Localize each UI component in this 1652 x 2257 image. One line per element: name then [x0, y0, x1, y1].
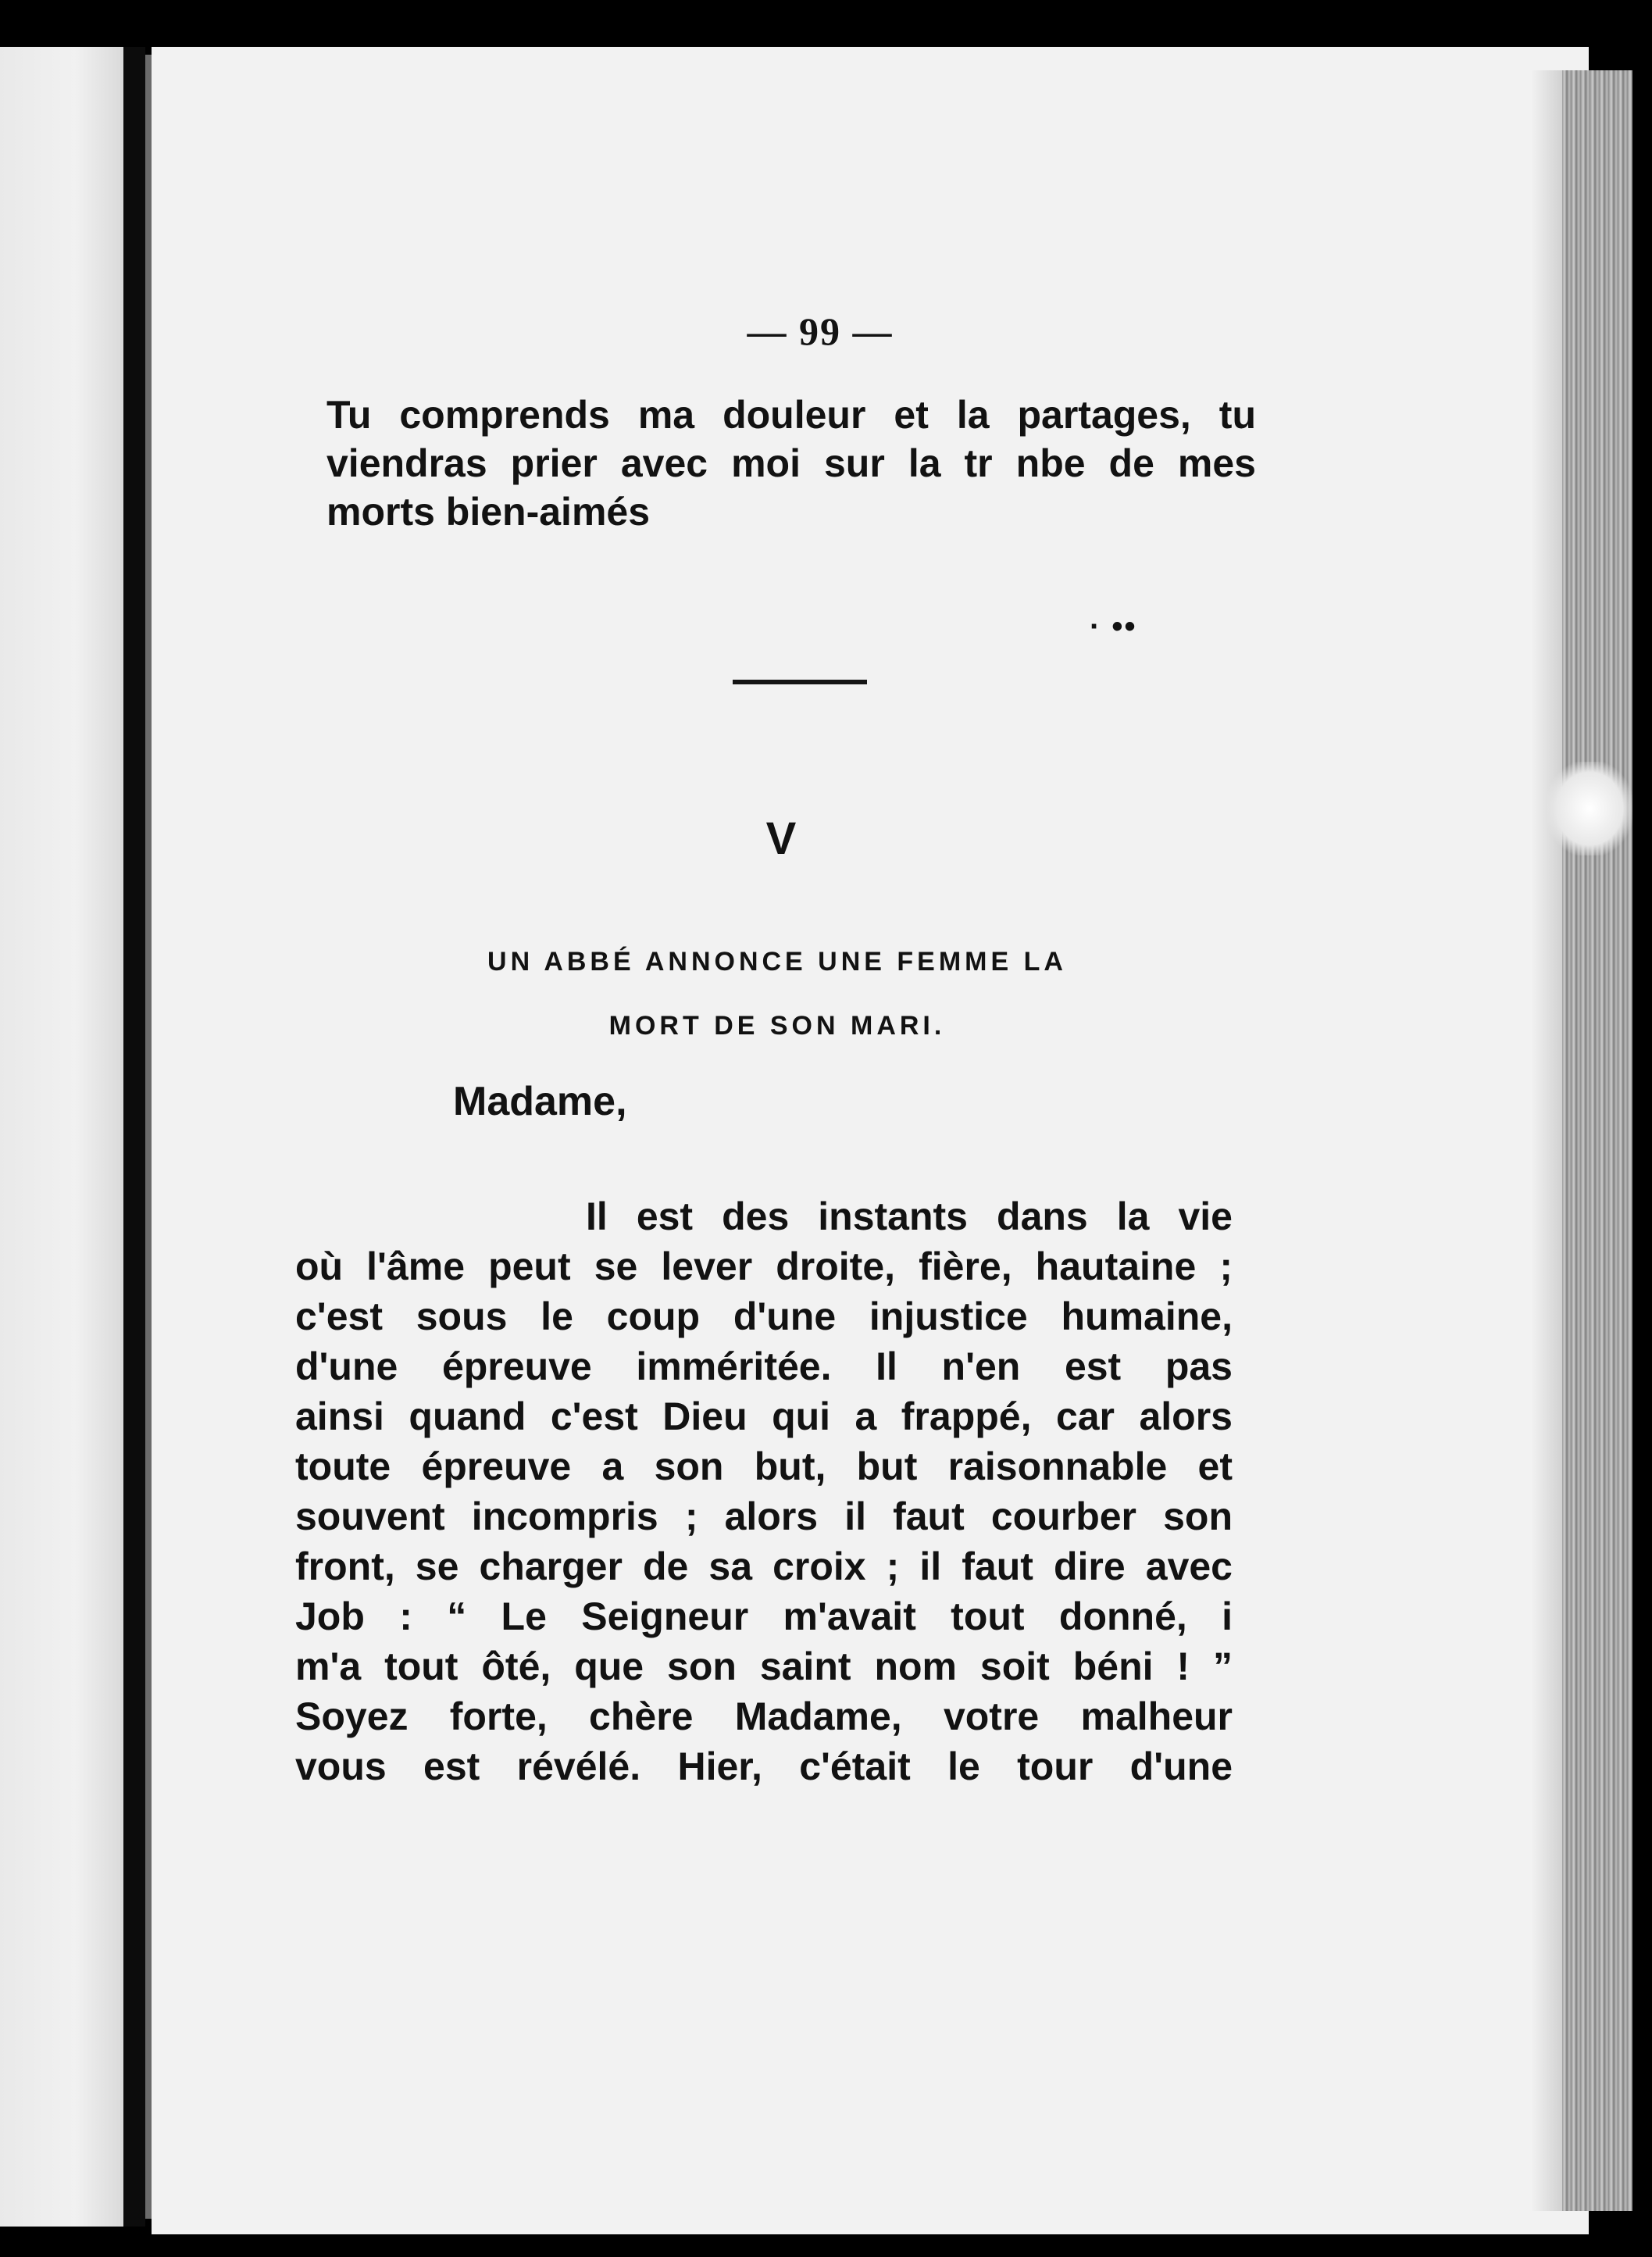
top-paragraph-line: viendras prier avec moi sur la tr nbe de mes — [326, 441, 1256, 485]
right-page — [152, 47, 1589, 2234]
paper-tear-mark — [1547, 762, 1632, 855]
letter-line: Il est des instants dans la vie — [586, 1195, 1233, 1238]
section-number: V — [765, 813, 797, 864]
letter-salutation: Madame, — [453, 1079, 627, 1124]
page-number: — 99 — — [747, 309, 894, 353]
book-gutter-shadow — [123, 47, 145, 2227]
letter-line: toute épreuve a son but, but raisonnable et — [295, 1445, 1233, 1488]
page-stack-edge — [1562, 70, 1632, 2211]
spine-strip — [145, 55, 152, 2219]
letter-line: souvent incompris ; alors il faut courber son — [295, 1495, 1233, 1538]
section-title — [387, 930, 1168, 1058]
letter-line: Soyez forte, chère Madame, votre malheur — [295, 1695, 1233, 1738]
letter-line: où l'âme peut se lever droite, fière, hautaine ; — [295, 1245, 1233, 1288]
left-page-fragment — [0, 47, 125, 2227]
letter-line: ainsi quand c'est Dieu qui a frappé, car alors — [295, 1395, 1233, 1438]
letter-line: c'est sous le coup d'une injustice humaine, — [295, 1295, 1233, 1338]
top-paragraph-line: morts bien-aimés — [326, 490, 651, 534]
letter-line: vous est révélé. Hier, c'était le tour d'une — [295, 1745, 1233, 1788]
section-title-line: UN ABBÉ ANNONCE UNE FEMME LA — [487, 947, 1067, 977]
letter-body — [295, 1191, 1233, 1791]
letter-line: d'une épreuve imméritée. Il n'en est pas — [295, 1345, 1233, 1388]
ornament-dots: · •• — [1090, 609, 1137, 644]
top-paragraph-line: Tu comprends ma douleur et la partages, tu — [326, 393, 1256, 437]
letter-line: m'a tout ôté, que son saint nom soit béni ! ” — [295, 1645, 1233, 1688]
top-paragraph — [326, 391, 1256, 536]
letter-line: front, se charger de sa croix ; il faut dire avec — [295, 1545, 1233, 1588]
letter-line: Job : “ Le Seigneur m'avait tout donné, i — [295, 1595, 1233, 1638]
section-divider-rule — [733, 680, 867, 684]
section-title-line: MORT DE SON MARI. — [608, 1011, 946, 1041]
